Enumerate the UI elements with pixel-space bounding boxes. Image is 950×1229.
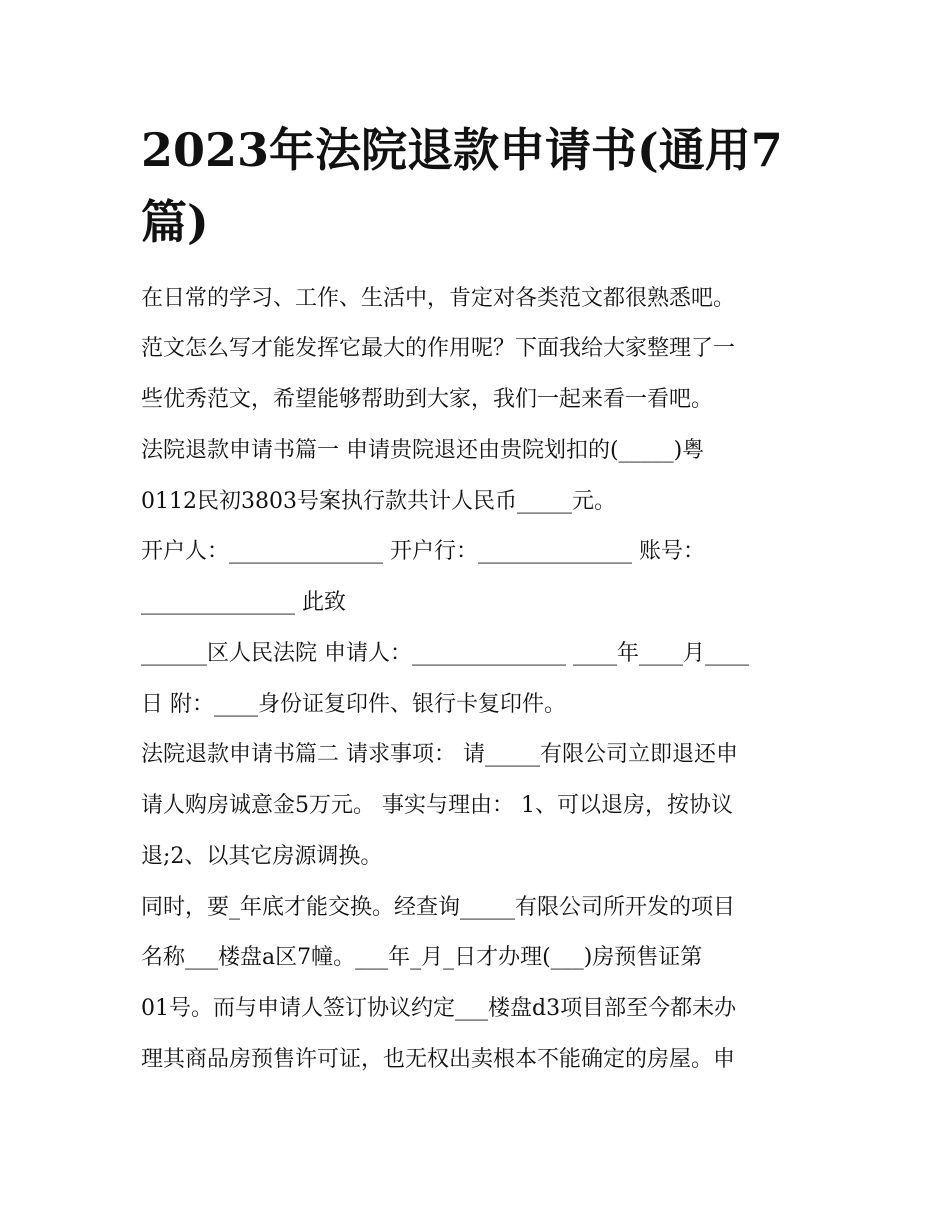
title-line-1: 2023年法院退款申请书(通用7 (141, 123, 783, 177)
document-title (141, 114, 821, 258)
body-line: ______区人民法院 申请人：______________ ____年____月____ (141, 641, 749, 666)
body-line: 法院退款申请书篇一 申请贵院退还由贵院划扣的(_____)粤 (141, 438, 705, 463)
body-line: 法院退款申请书篇二 请求事项： 请_____有限公司立即退还申 (141, 742, 738, 767)
body-line: 开户人：______________ 开户行：______________ 账号： (141, 539, 705, 564)
body-line: 退;2、以其它房源调换。 (141, 844, 383, 869)
body-line: 理其商品房预售许可证，也无权出卖根本不能确定的房屋。申 (141, 1047, 736, 1072)
title-line-2: 篇) (141, 195, 209, 249)
body-line: 在日常的学习、工作、生活中，肯定对各类范文都很熟悉吧。 (141, 286, 736, 311)
body-line: 01号。而与申请人签订协议约定___楼盘d3项目部至今都未办 (141, 996, 737, 1021)
body-line: 请人购房诚意金5万元。 事实与理由： 1、可以退房，按协议 (141, 793, 733, 818)
body-line: 同时，要_年底才能交换。经查询_____有限公司所开发的项目 (141, 895, 736, 920)
body-line: 些优秀范文，希望能够帮助到大家，我们一起来看一看吧。 (141, 387, 714, 412)
body-line: 0112民初3803号案执行款共计人民币_____元。 (141, 489, 616, 514)
body-line: ______________ 此致 (141, 590, 346, 615)
body-line: 日 附：____身份证复印件、银行卡复印件。 (141, 692, 566, 717)
body-line: 范文怎么写才能发挥它最大的作用呢？下面我给大家整理了一 (141, 336, 736, 361)
body-line: 名称___楼盘a区7幢。___年_月_日才办理(___)房预售证第 (141, 945, 703, 970)
